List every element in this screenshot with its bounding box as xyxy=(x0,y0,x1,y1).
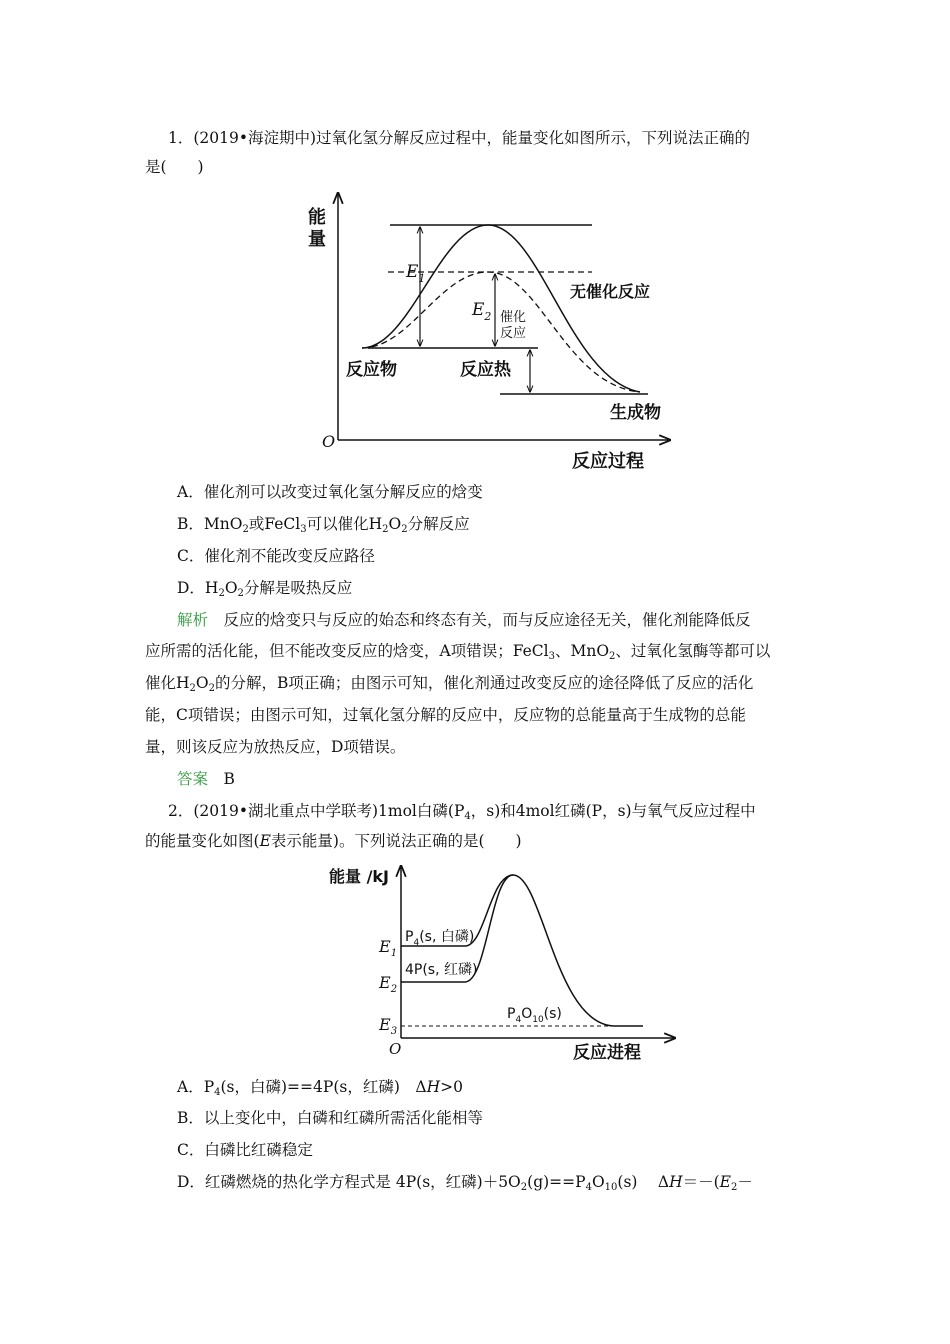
q1-reaction-heat-label: 反应热 xyxy=(460,360,511,380)
q1-catalyzed-label-2: 反应 xyxy=(500,326,527,341)
q1-origin-label: O xyxy=(322,432,336,451)
q2-e3-label: $E_3$ xyxy=(379,1015,398,1037)
q1-answer: 答案 B xyxy=(177,770,235,788)
q1-reactants-label: 反应物 xyxy=(346,360,397,380)
q1-products-label: 生成物 xyxy=(610,403,661,423)
q2-product-label: $P_4O_{10}(s)$ xyxy=(507,1006,562,1025)
q2-option-b: B．以上变化中，白磷和红磷所需活化能相等 xyxy=(177,1109,483,1127)
q2-e1-label: $E_1$ xyxy=(379,937,398,959)
q1-y-label-1: 能 xyxy=(308,207,326,228)
q1-catalyzed-label-1: 催化 xyxy=(500,310,527,325)
q1-option-a: A．催化剂可以改变过氧化氢分解反应的焓变 xyxy=(177,483,483,501)
q1-analysis-line1: 解析 反应的焓变只与反应的始态和终态有关，而与反应途径无关，催化剂能降低反 xyxy=(177,611,751,629)
q1-option-c: C．催化剂不能改变反应路径 xyxy=(177,547,375,565)
q2-red-p-label: 4P(s, 红磷) xyxy=(405,962,478,978)
q1-uncatalyzed-label: 无催化反应 xyxy=(570,282,651,301)
q1-e2-label: $E_2$ xyxy=(472,300,492,323)
q2-stem-line1: 2．(2019•湖北重点中学联考)1mol白磷($P_4$，s)和4mol红磷(P，s)与氧气反应过程中 xyxy=(168,802,756,822)
q1-x-label: 反应过程 xyxy=(572,451,644,472)
q2-white-phosphorus-curve xyxy=(401,875,643,1026)
q1-analysis-line5: 量，则该反应为放热反应，D项错误。 xyxy=(145,738,406,756)
q1-stem-line1: 1．(2019•海淀期中)过氧化氢分解反应过程中，能量变化如图所示，下列说法正确的 xyxy=(168,129,751,147)
q1-analysis-line2: 应所需的活化能，但不能改变反应的焓变，A项错误；FeCl$_3$、MnO$_2$、过氧化氢酶等都可以 xyxy=(145,642,771,662)
q1-analysis-line3: 催化$H_2O_2$的分解，B项正确；由图示可知，催化剂通过改变反应的途径降低了反应的活化 xyxy=(145,674,754,694)
q1-stem-line2: 是( ) xyxy=(145,158,204,176)
q2-white-p-label: $P_4(s$, 白磷) xyxy=(405,929,475,948)
q2-y-label: 能量 /kJ xyxy=(329,867,390,886)
q2-option-a: A．$P_4(s$，白磷)==4P(s，红磷) ΔH>0 xyxy=(177,1078,463,1098)
q2-e2-label: $E_2$ xyxy=(379,973,398,995)
q1-y-label-2: 量 xyxy=(308,229,326,250)
q2-x-label: 反应进程 xyxy=(573,1043,641,1063)
q1-e1-label: $E_1$ xyxy=(406,262,426,285)
q1-energy-diagram xyxy=(290,185,690,475)
q1-analysis-label: 解析 xyxy=(177,611,209,629)
q1-analysis-line4: 能，C项错误；由图示可知，过氧化氢分解的反应中，反应物的总能量高于生成物的总能 xyxy=(145,706,746,724)
q1-option-d: D．$H_2O_2$分解是吸热反应 xyxy=(177,579,353,599)
q2-option-d: D．红磷燃烧的热化学方程式是 4P(s，红磷)$+5O_2(g)==P_4O_{10}(s)$ $\Delta H=-(E_2-$ xyxy=(177,1173,753,1193)
q2-origin-label: O xyxy=(389,1040,402,1058)
q2-energy-diagram xyxy=(325,860,685,1065)
q1-answer-label: 答案 xyxy=(177,770,209,788)
q2-stem-line2: 的能量变化如图(E表示能量)。下列说法正确的是( ) xyxy=(145,832,522,850)
q2-option-c: C．白磷比红磷稳定 xyxy=(177,1141,313,1159)
q1-option-b: B．MnO$_2$或FeCl$_3$可以催化$H_2O_2$分解反应 xyxy=(177,515,470,535)
